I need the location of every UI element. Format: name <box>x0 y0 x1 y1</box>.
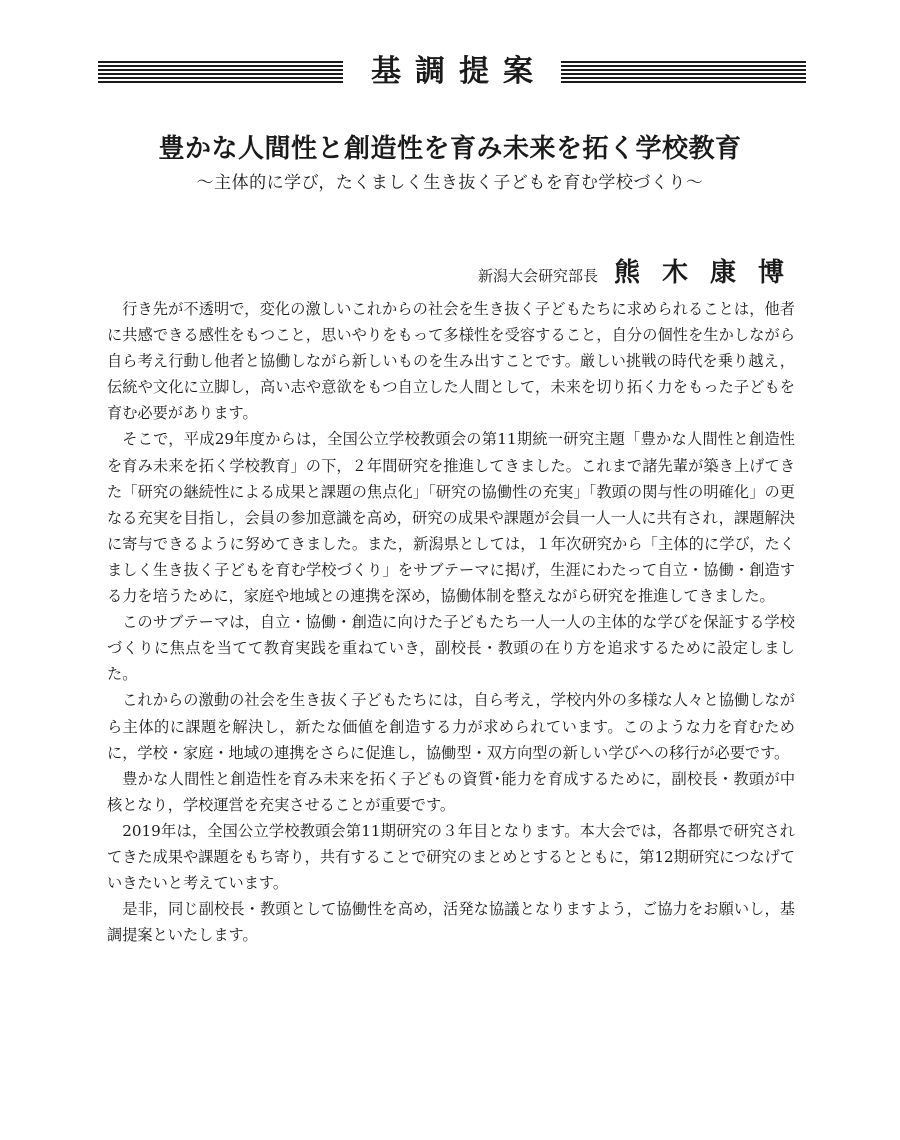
author-name: 熊木康博 <box>613 258 806 288</box>
paragraph: 行き先が不透明で，変化の激しいこれからの社会を生き抜く子どもたちに求められることは，他者に共感できる感性をもつこと，思いやりをもって多様性を受容すること，自分の個性を生かしながら自ら考え行動し他者と協働しながら新しいものを生み出すことです。厳しい挑戦の時代を乗り越え，伝統や文化に立脚し，高い志や意欲をもつ自立した人間として，未来を切り拓く力をもった子どもを育む必要があります。 <box>107 300 795 423</box>
section-title: 基調提案 <box>371 54 547 89</box>
author-affiliation: 新潟大会研究部長 <box>477 267 598 285</box>
sub-title: 〜主体的に学び，たくましく生き抜く子どもを育む学校づくり〜 <box>196 173 704 193</box>
paragraph: これからの激動の社会を生き抜く子どもたちには，自ら考え，学校内外の多様な人々と協働しながら主体的に課題を解決し，新たな価値を創造する力が求められています。このような力を育むために，学校・家庭・地域の連携をさらに促進し，協働型・双方向型の新しい学びへの移行が必要です。 <box>107 691 795 762</box>
paragraph: 2019年は，全国公立学校教頭会第11期研究の３年目となります。本大会では，各都県で研究されてきた成果や課題をもち寄り，共有することで研究のまとめとするとともに，第12期研究につなげていきたいと考えています。 <box>107 821 795 893</box>
header-rule-right <box>561 61 806 83</box>
paragraph: そこで，平成29年度からは，全国公立学校教頭会の第11期統一研究主題「豊かな人間性と創造性を育み未来を拓く学校教育」の下，２年間研究を推進してきました。これまで諸先輩が築き上げてきた「研究の継続性による成果と課題の焦点化」「研究の協働性の充実」「教頭の関与性の明確化」の更なる充実を目指し，会員の参加意識を高め，研究の成果や課題が会員一人一人に共有され，課題解決に寄与できるように努めてきました。また，新潟県としては，１年次研究から「主体的に学び，たくましく生き抜く子どもを育む学校づくり」をサブテーマに掲げ，生涯にわたって自立・協働・創造する力を培うために，家庭や地域との連携を深め，協働体制を整えながら研究を推進してきました。 <box>107 430 796 606</box>
header-rule-left <box>98 61 343 83</box>
paragraph: このサブテーマは，自立・協働・創造に向けた子どもたち一人一人の主体的な学びを保証する学校づくりに焦点を当てて教育実践を重ねていき，副校長・教頭の在り方を追求するために設定しました。 <box>107 613 795 684</box>
paragraph: 是非，同じ副校長・教頭として協働性を高め，活発な協議となりますよう，ご協力をお願いし，基調提案といたします。 <box>107 900 795 945</box>
main-title: 豊かな人間性と創造性を育み未来を拓く学校教育 <box>158 134 742 164</box>
body-text <box>107 296 795 948</box>
paragraph: 豊かな人間性と創造性を育み未来を拓く子どもの資質･能力を育成するために，副校長・教頭が中核となり，学校運営を充実させることが重要です。 <box>107 769 795 814</box>
section-header <box>98 48 806 96</box>
author-line <box>477 252 806 289</box>
